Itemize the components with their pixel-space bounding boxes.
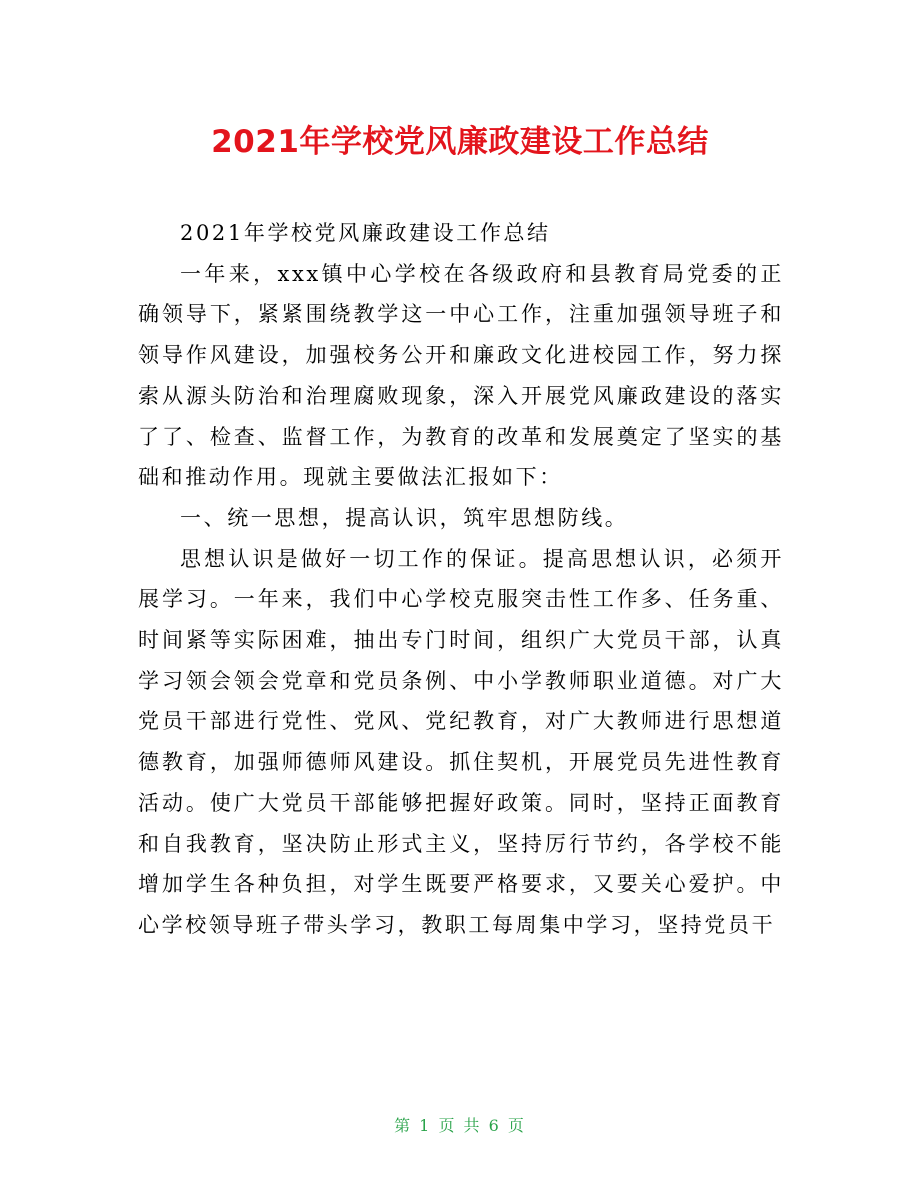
section-heading-1: 一、统一思想，提高认识，筑牢思想防线。: [180, 505, 629, 530]
document-body: [138, 213, 784, 946]
paragraph-section-1: 思想认识是做好一切工作的保证。提高思想认识，必须开展学习。一年来，我们中心学校克服突击性工作多、任务重、时间紧等实际困难，抽出专门时间，组织广大党员干部，认真学习领会领会党章和党员条例、中小学教师职业道德。对广大党员干部进行党性、党风、党纪教育，对广大教师进行思想道德教育，加强师德师风建设。抓住契机，开展党员先进性教育活动。使广大党员干部能够把握好政策。同时，坚持正面教育和自我教育，坚决防止形式主义，坚持厉行节约，各学校不能增加学生各种负担，对学生既要严格要求，又要关心爱护。中心学校领导班子带头学习，教职工每周集中学习，坚持党员干: [138, 546, 784, 937]
document-title: 2021年学校党风廉政建设工作总结: [211, 124, 709, 160]
page-footer: 第 1 页 共 6 页: [394, 1116, 526, 1135]
paragraph-intro: 一年来，xxx镇中心学校在各级政府和县教育局党委的正确领导下，紧紧围绕教学这一中心工作，注重加强领导班子和领导作风建设，加强校务公开和廉政文化进校园工作，努力探索从源头防治和治理腐败现象，深入开展党风廉政建设的落实了了、检查、监督工作，为教育的改革和发展奠定了坚实的基础和推动作用。现就主要做法汇报如下：: [138, 261, 784, 490]
paragraph-subtitle: 2021年学校党风廉政建设工作总结: [180, 221, 551, 245]
